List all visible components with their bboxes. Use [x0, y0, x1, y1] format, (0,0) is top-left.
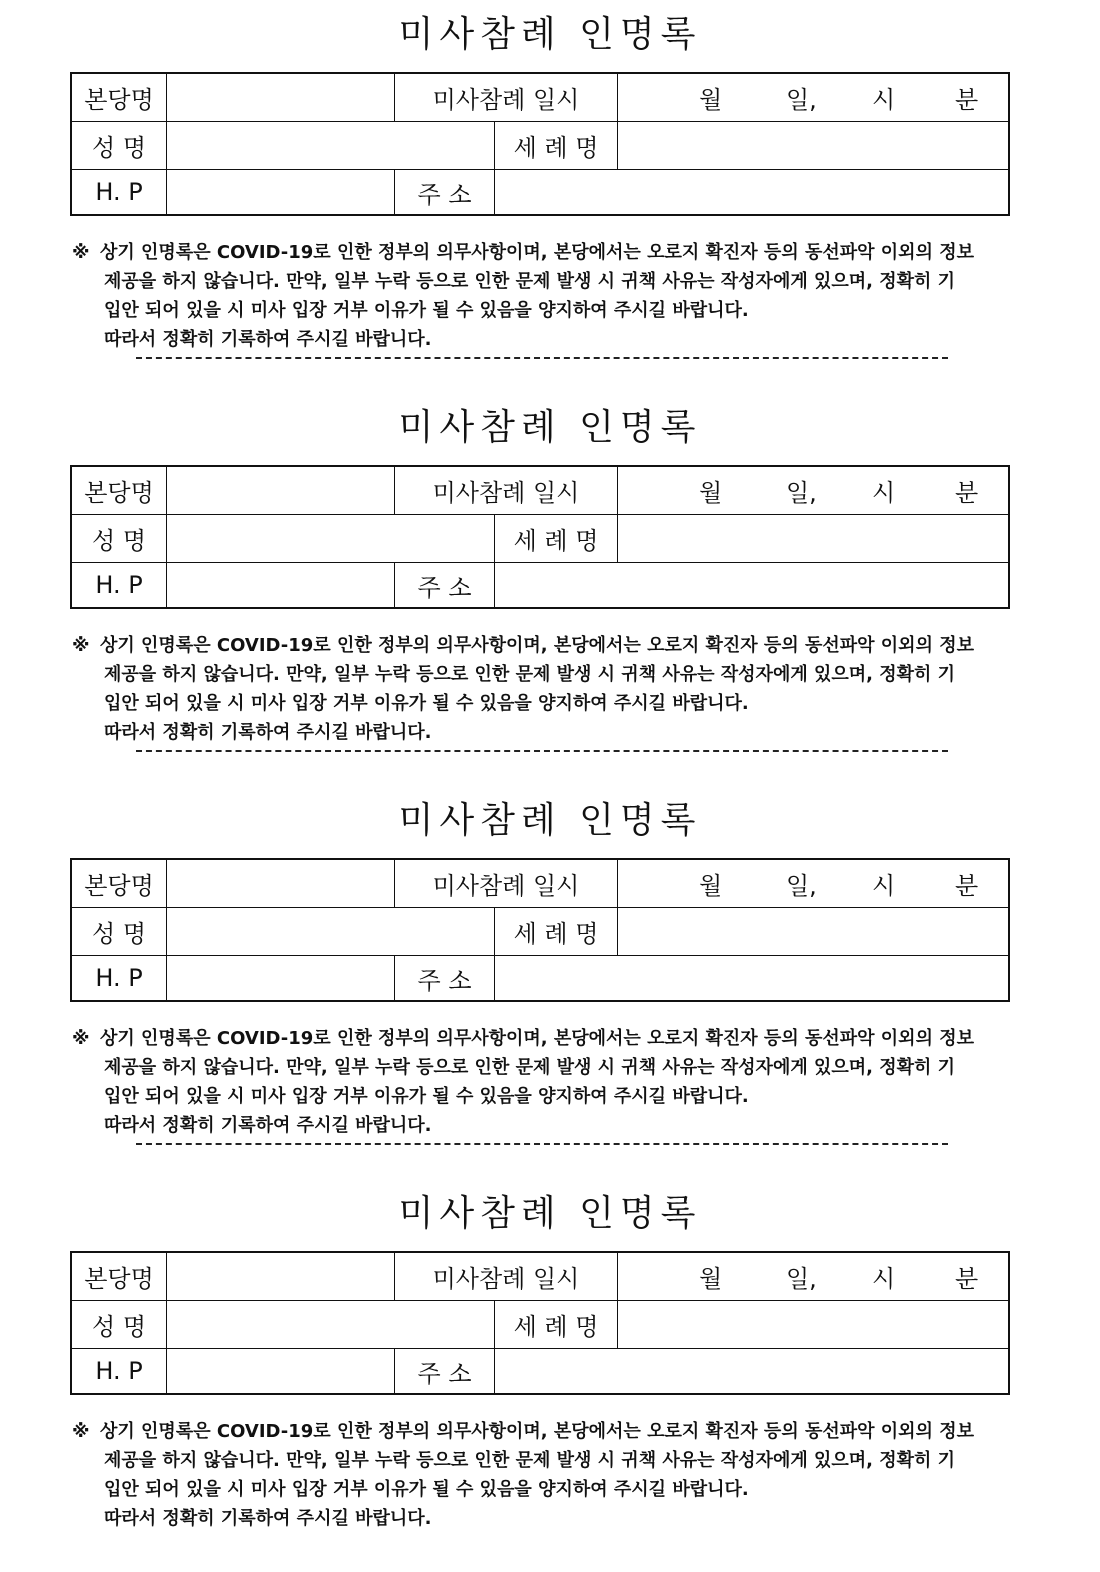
- minute-label: 분: [955, 872, 979, 900]
- registration-form-block: [0, 0, 1100, 393]
- notice-line: 따라서 정확히 기록하여 주시길 바랍니다.: [104, 1508, 432, 1529]
- notice-line: 제공을 하지 않습니다. 만약, 일부 누락 등으로 인한 문제 발생 시 귀책 사유는 작성자에게 있으며, 정확히 기: [104, 664, 956, 685]
- notice-text: [72, 238, 1042, 354]
- parish-field[interactable]: [167, 860, 394, 907]
- month-label: 월: [699, 872, 723, 900]
- name-label: 성 명: [92, 1313, 146, 1341]
- phone-field[interactable]: [167, 170, 394, 214]
- phone-label: H. P: [95, 178, 143, 206]
- day-label: 일,: [786, 479, 817, 507]
- phone-field[interactable]: [167, 1349, 394, 1393]
- reference-mark: ※: [72, 635, 90, 656]
- form-title: 미사참례 인명록: [398, 800, 702, 841]
- registration-table: [70, 858, 1010, 1002]
- name-label: 성 명: [92, 920, 146, 948]
- address-field[interactable]: [495, 563, 1008, 607]
- phone-field[interactable]: [167, 563, 394, 607]
- mass-datetime-label: 미사참례 일시: [432, 872, 580, 900]
- phone-label: H. P: [95, 964, 143, 992]
- month-label: 월: [699, 86, 723, 114]
- registration-form-block: [0, 1179, 1100, 1572]
- baptismal-name-field[interactable]: [618, 1301, 1008, 1348]
- form-title: 미사참례 인명록: [398, 1193, 702, 1234]
- form-title: 미사참례 인명록: [398, 14, 702, 55]
- name-field[interactable]: [167, 1301, 494, 1348]
- notice-text: [72, 1024, 1042, 1140]
- parish-label: 본당명: [84, 86, 154, 114]
- notice-line: [72, 631, 1042, 660]
- notice-line-text: 상기 인명록은 COVID-19로 인한 정부의 의무사항이며, 본당에서는 오로지 확진자 등의 동선파악 이외의 정보: [100, 242, 975, 263]
- address-field[interactable]: [495, 956, 1008, 1000]
- form-title: 미사참례 인명록: [398, 407, 702, 448]
- mass-datetime-field[interactable]: [618, 1253, 1008, 1300]
- address-label: 주 소: [417, 966, 472, 995]
- registration-table: [70, 465, 1010, 609]
- notice-line: 입안 되어 있을 시 미사 입장 거부 이유가 될 수 있음을 양지하여 주시길 바랍니다.: [104, 1479, 749, 1500]
- notice-line: 따라서 정확히 기록하여 주시길 바랍니다.: [104, 722, 432, 743]
- notice-line: 따라서 정확히 기록하여 주시길 바랍니다.: [104, 1115, 432, 1136]
- mass-datetime-field[interactable]: [618, 860, 1008, 907]
- notice-line: 따라서 정확히 기록하여 주시길 바랍니다.: [104, 329, 432, 350]
- baptismal-name-field[interactable]: [618, 122, 1008, 169]
- name-label: 성 명: [92, 527, 146, 555]
- registration-table: [70, 1251, 1010, 1395]
- notice-line: 입안 되어 있을 시 미사 입장 거부 이유가 될 수 있음을 양지하여 주시길 바랍니다.: [104, 1086, 749, 1107]
- address-label: 주 소: [417, 1359, 472, 1388]
- notice-text: [72, 631, 1042, 747]
- minute-label: 분: [955, 479, 979, 507]
- hour-label: 시: [872, 1265, 896, 1293]
- mass-datetime-field[interactable]: [618, 74, 1008, 121]
- baptismal-name-label: 세 례 명: [513, 920, 599, 948]
- parish-label: 본당명: [84, 1265, 154, 1293]
- name-field[interactable]: [167, 515, 494, 562]
- notice-line: 제공을 하지 않습니다. 만약, 일부 누락 등으로 인한 문제 발생 시 귀책 사유는 작성자에게 있으며, 정확히 기: [104, 1057, 956, 1078]
- registration-form-block: [0, 786, 1100, 1179]
- mass-datetime-label: 미사참례 일시: [432, 479, 580, 507]
- baptismal-name-label: 세 례 명: [513, 1313, 599, 1341]
- notice-line-text: 상기 인명록은 COVID-19로 인한 정부의 의무사항이며, 본당에서는 오로지 확진자 등의 동선파악 이외의 정보: [100, 1421, 975, 1442]
- parish-field[interactable]: [167, 1253, 394, 1300]
- hour-label: 시: [872, 86, 896, 114]
- name-field[interactable]: [167, 122, 494, 169]
- parish-field[interactable]: [167, 467, 394, 514]
- hour-label: 시: [872, 479, 896, 507]
- reference-mark: ※: [72, 242, 90, 263]
- day-label: 일,: [786, 86, 817, 114]
- notice-text: [72, 1417, 1042, 1533]
- baptismal-name-field[interactable]: [618, 908, 1008, 955]
- mass-datetime-label: 미사참례 일시: [432, 1265, 580, 1293]
- hour-label: 시: [872, 872, 896, 900]
- parish-field[interactable]: [167, 74, 394, 121]
- notice-line: [72, 1024, 1042, 1053]
- phone-field[interactable]: [167, 956, 394, 1000]
- address-label: 주 소: [417, 180, 472, 209]
- day-label: 일,: [786, 1265, 817, 1293]
- registration-form-block: [0, 393, 1100, 786]
- name-field[interactable]: [167, 908, 494, 955]
- notice-line: 입안 되어 있을 시 미사 입장 거부 이유가 될 수 있음을 양지하여 주시길 바랍니다.: [104, 693, 749, 714]
- address-field[interactable]: [495, 170, 1008, 214]
- address-field[interactable]: [495, 1349, 1008, 1393]
- month-label: 월: [699, 1265, 723, 1293]
- notice-line: [72, 1417, 1042, 1446]
- name-label: 성 명: [92, 134, 146, 162]
- notice-line: 제공을 하지 않습니다. 만약, 일부 누락 등으로 인한 문제 발생 시 귀책 사유는 작성자에게 있으며, 정확히 기: [104, 1450, 956, 1471]
- mass-datetime-label: 미사참례 일시: [432, 86, 580, 114]
- address-label: 주 소: [417, 573, 472, 602]
- baptismal-name-field[interactable]: [618, 515, 1008, 562]
- minute-label: 분: [955, 86, 979, 114]
- notice-line-text: 상기 인명록은 COVID-19로 인한 정부의 의무사항이며, 본당에서는 오로지 확진자 등의 동선파악 이외의 정보: [100, 635, 975, 656]
- day-label: 일,: [786, 872, 817, 900]
- phone-label: H. P: [95, 1357, 143, 1385]
- cut-line: [136, 750, 948, 752]
- reference-mark: ※: [72, 1421, 90, 1442]
- mass-datetime-field[interactable]: [618, 467, 1008, 514]
- minute-label: 분: [955, 1265, 979, 1293]
- baptismal-name-label: 세 례 명: [513, 134, 599, 162]
- notice-line: 입안 되어 있을 시 미사 입장 거부 이유가 될 수 있음을 양지하여 주시길 바랍니다.: [104, 300, 749, 321]
- notice-line: [72, 238, 1042, 267]
- cut-line: [136, 1143, 948, 1145]
- registration-table: [70, 72, 1010, 216]
- month-label: 월: [699, 479, 723, 507]
- parish-label: 본당명: [84, 479, 154, 507]
- phone-label: H. P: [95, 571, 143, 599]
- notice-line-text: 상기 인명록은 COVID-19로 인한 정부의 의무사항이며, 본당에서는 오로지 확진자 등의 동선파악 이외의 정보: [100, 1028, 975, 1049]
- cut-line: [136, 357, 948, 359]
- reference-mark: ※: [72, 1028, 90, 1049]
- baptismal-name-label: 세 례 명: [513, 527, 599, 555]
- parish-label: 본당명: [84, 872, 154, 900]
- notice-line: 제공을 하지 않습니다. 만약, 일부 누락 등으로 인한 문제 발생 시 귀책 사유는 작성자에게 있으며, 정확히 기: [104, 271, 956, 292]
